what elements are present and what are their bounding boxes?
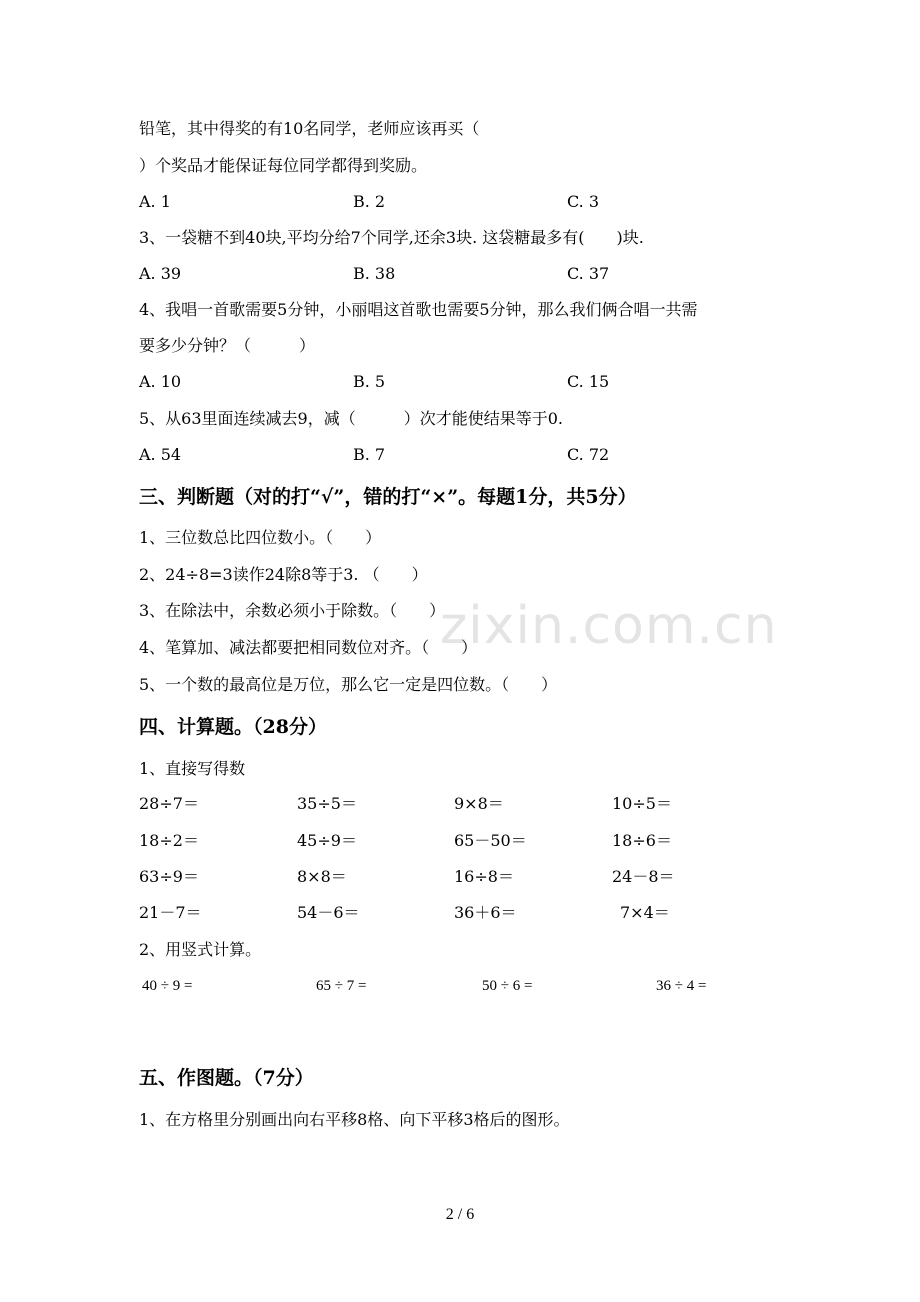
q2-line2: ）个奖品才能保证每位同学都得到奖励。 [139, 156, 428, 175]
q3-option-c: C. 37 [567, 264, 610, 283]
q4-option-c: C. 15 [567, 372, 610, 391]
q2-line1: 铅笔，其中得奖的有10名同学，老师应该再买（ [139, 119, 480, 138]
q4-option-b: B. 5 [353, 372, 386, 391]
judge-item-3: 3、在除法中，余数必须小于除数。（ ） [139, 601, 446, 620]
calc-r3c3: 16÷8＝ [454, 867, 514, 886]
vertical-calc-2: 65 ÷ 7 = [316, 978, 367, 994]
calc-r2c4: 18÷6＝ [612, 831, 672, 850]
q2-option-c: C. 3 [567, 192, 600, 211]
section5-title: 五、作图题。（7分） [139, 1067, 314, 1089]
q2-option-a: A. 1 [139, 192, 171, 211]
vertical-calc-1: 40 ÷ 9 = [142, 978, 193, 994]
q5-text: 5、从63里面连续减去9，减（ ）次才能使结果等于0. [139, 409, 563, 428]
calc-r1c4: 10÷5＝ [612, 794, 672, 813]
judge-item-2: 2、24÷8=3读作24除8等于3. （ ） [139, 565, 428, 584]
q3-text: 3、一袋糖不到40块,平均分给7个同学,还余3块. 这袋糖最多有( )块. [139, 228, 644, 247]
vertical-calc-4: 36 ÷ 4 = [656, 978, 707, 994]
calc-r3c1: 63÷9＝ [139, 867, 199, 886]
page-number: 2 / 6 [445, 1206, 475, 1223]
q4-line1: 4、我唱一首歌需要5分钟，小丽唱这首歌也需要5分钟，那么我们俩合唱一共需 [139, 300, 698, 319]
calc-r1c2: 35÷5＝ [297, 794, 357, 813]
calc-r4c1: 21－7＝ [139, 903, 202, 922]
calc-sub2: 2、用竖式计算。 [139, 940, 262, 959]
judge-item-4: 4、笔算加、减法都要把相同数位对齐。（ ） [139, 638, 478, 657]
calc-r2c2: 45÷9＝ [297, 831, 357, 850]
judge-item-5: 5、一个数的最高位是万位，那么它一定是四位数。（ ） [139, 675, 558, 694]
calc-r2c1: 18÷2＝ [139, 831, 199, 850]
calc-sub1: 1、直接写得数 [139, 759, 246, 778]
q2-option-b: B. 2 [353, 192, 386, 211]
calc-r3c2: 8×8＝ [297, 867, 347, 886]
calc-r1c3: 9×8＝ [454, 794, 504, 813]
q3-option-b: B. 38 [353, 264, 396, 283]
calc-r2c3: 65－50＝ [454, 831, 527, 850]
calc-r4c2: 54－6＝ [297, 903, 360, 922]
calc-r1c1: 28÷7＝ [139, 794, 199, 813]
q4-option-a: A. 10 [139, 372, 182, 391]
section4-title: 四、计算题。（28分） [139, 716, 327, 738]
calc-r4c4: 7×4＝ [620, 903, 670, 922]
q5-option-c: C. 72 [567, 445, 610, 464]
q5-option-b: B. 7 [353, 445, 386, 464]
calc-r3c4: 24－8＝ [612, 867, 675, 886]
q5-option-a: A. 54 [139, 445, 182, 464]
section5-q1: 1、在方格里分别画出向右平移8格、向下平移3格后的图形。 [139, 1110, 570, 1129]
watermark: zixin.com.cn [440, 596, 778, 656]
q4-line2: 要多少分钟？（ ） [139, 336, 316, 355]
section3-title: 三、判断题（对的打“√”，错的打“×”。每题1分，共5分） [139, 486, 637, 508]
q3-option-a: A. 39 [139, 264, 182, 283]
judge-item-1: 1、三位数总比四位数小。（ ） [139, 528, 382, 547]
calc-r4c3: 36＋6＝ [454, 903, 517, 922]
vertical-calc-3: 50 ÷ 6 = [482, 978, 533, 994]
